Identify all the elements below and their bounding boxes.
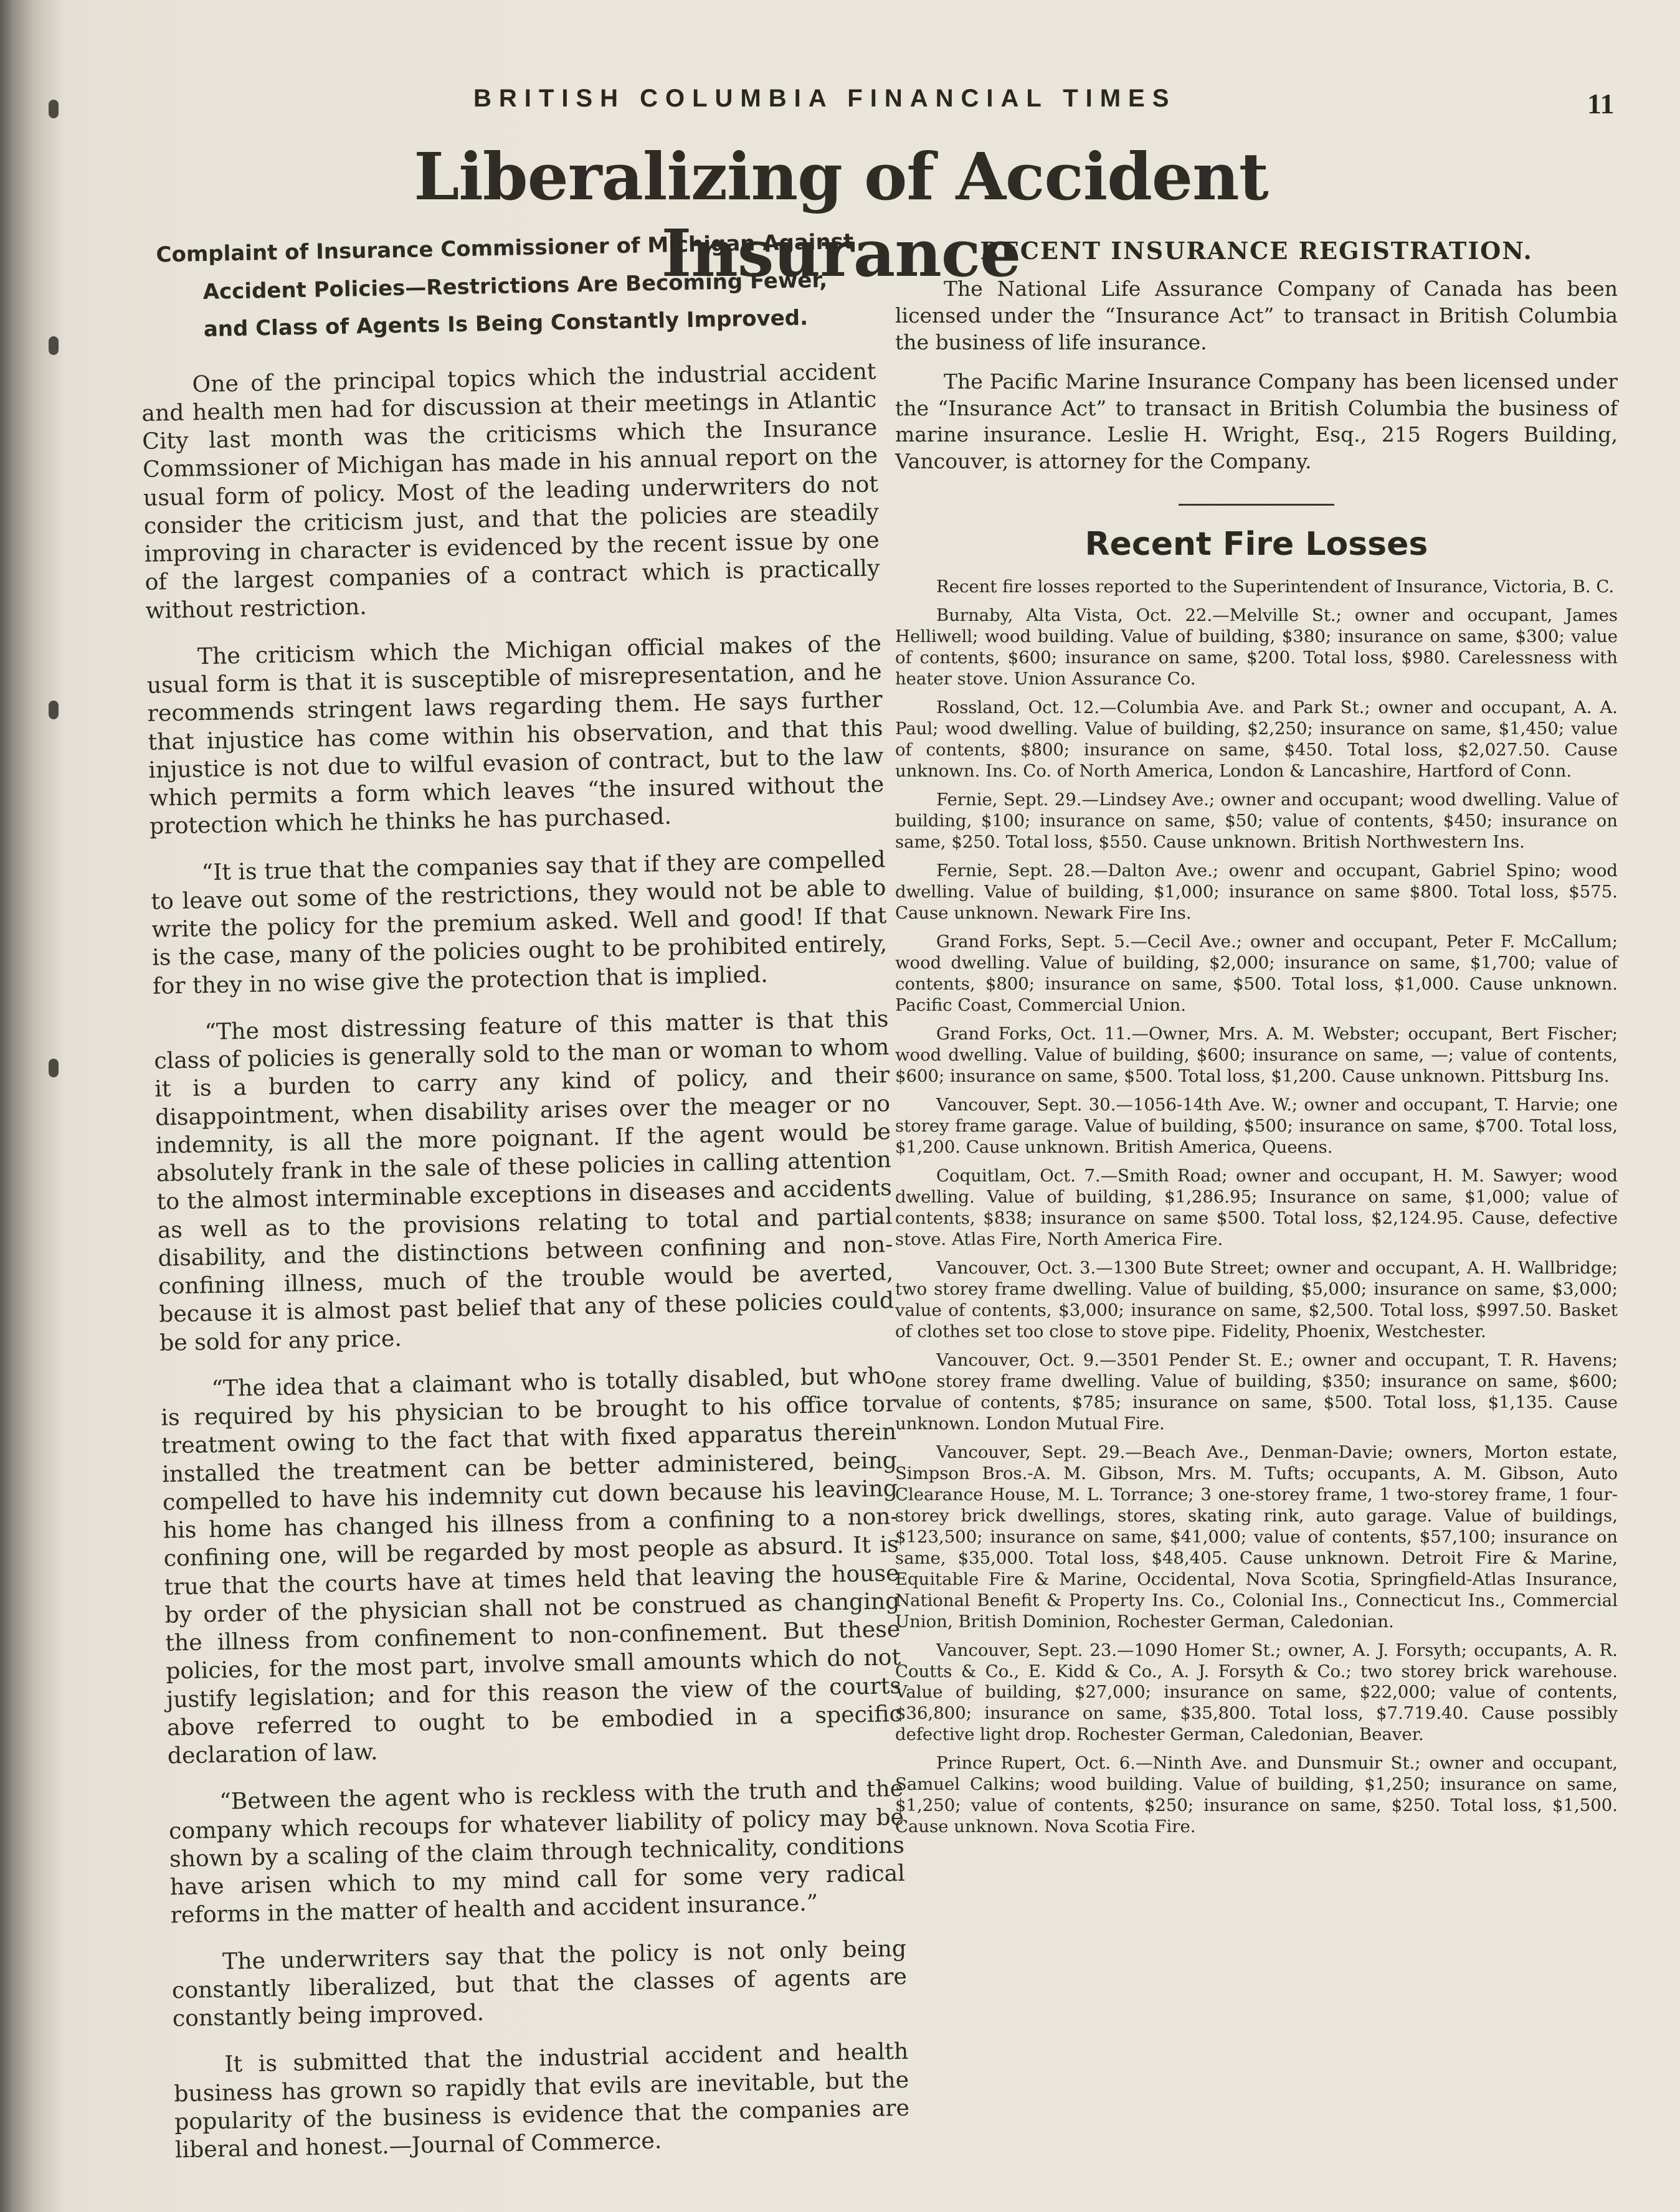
fire-loss-entry: Coquitlam, Oct. 7.—Smith Road; owner and occupant, H. M. Sawyer; wood dwelling. Value of building, $1,286.95; Insurance on same, $1,000; value of contents, $838; insurance on same $500. Total loss, $2,124.95. Cause, defective stove. Atlas Fire, North America Fire.: [895, 1165, 1618, 1249]
deck-line: Complaint of Insurance Commissioner of Michigan Against: [156, 229, 854, 268]
registration-paragraph: The National Life Assurance Company of Canada has been licensed under the “Insurance Act” to transact in British Columbia the business of life insurance.: [895, 276, 1618, 354]
fire-loss-entry: Prince Rupert, Oct. 6.—Ninth Ave. and Dunsmuir St.; owner and occupant, Samuel Calkins; wood building. Value of building, $1,250; insurance on same, $1,250; value of contents, $250; insurance on same, $250. Total loss, $1,500. Cause unknown. Nova Scotia Fire.: [895, 1753, 1618, 1837]
article-paragraph: “The idea that a claimant who is totally disabled, but who is required by his physician to be brought to his office tor treatment owing to the fact that with fixed apparatus therein installed the treatment can be better administered, being compelled to have his indemnity cut down because his leaving his home has changed his illness from a confining to a non-confining one, will be regarded by most people as absurd. It is true that the courts have at times held that leaving the house by order of the physician shall not be construed as changing the illness from confinement to non-confinement. But these policies, for the most part, involve small amounts which do not justify legislation; and for this reason the view of the courts above referred to ought to be embodied in a specific declaration of law.: [160, 1361, 903, 1769]
fire-loss-entry: Rossland, Oct. 12.—Columbia Ave. and Park St.; owner and occupant, A. A. Paul; wood dwelling. Value of building, $2,250; insurance on same, $1,450; value of contents, $800; insurance on same, $450. Total loss, $2,027.50. Cause unknown. Ins. Co. of North America, London & Lancashire, Hartford of Conn.: [895, 697, 1618, 782]
article-paragraph: “The most distressing feature of this matter is that this class of policies is generally sold to the man or woman to whom it is a burden to carry any kind of policy, and their disappointment, when disability arises over the meager or no indemnity, is all the more poignant. If the agent would be absolutely frank in the sale of these policies in calling attention to the almost interminable exceptions in diseases and accidents as well as to the provisions relating to total and partial disability, and the distinctions between confining and non-confining illness, much of the trouble would be averted, because it is almost past belief that any of these policies could be sold for any price.: [153, 1004, 895, 1356]
fire-losses-heading: Recent Fire Losses: [1084, 526, 1428, 564]
fire-loss-entry: Fernie, Sept. 28.—Dalton Ave.; owenr and occupant, Gabriel Spino; wood dwelling. Value of building, $1,000; insurance on same $800. Total loss, $575. Cause unknown. Newark Fire Ins.: [895, 861, 1618, 924]
binding-mark: [49, 701, 59, 719]
fire-loss-entry: Vancouver, Oct. 9.—3501 Pender St. E.; owner and occupant, T. R. Havens; one storey frame dwelling. Value of building, $350; insurance on same, $600; value of contents, $785; insurance on same, $500. Total loss, $1,135. Cause unknown. London Mutual Fire.: [895, 1349, 1618, 1434]
fire-loss-entry: Grand Forks, Oct. 11.—Owner, Mrs. A. M. Webster; occupant, Bert Fischer; wood dwelling. Value of building, $600; insurance on same, —; value of contents, $600; insurance on same, $500. Total loss, $1,200. Cause unknown. Pittsburg Ins.: [895, 1023, 1618, 1086]
fire-loss-entry: Fernie, Sept. 29.—Lindsey Ave.; owner and occupant; wood dwelling. Value of building, $100; insurance on same, $50; value of contents, $450; insurance on same, $250. Total loss, $550. Cause unknown. British Northwestern Ins.: [895, 790, 1618, 853]
fire-loss-entry: Vancouver, Oct. 3.—1300 Bute Street; owner and occupant, A. H. Wallbridge; two storey frame dwelling. Value of building, $5,000; insurance on same, $3,000; value of contents, $3,000; insurance on same, $2,500. Total loss, $997.50. Basket of clothes set too close to stove pipe. Fidelity, Phoenix, Westchester.: [895, 1257, 1618, 1341]
fire-loss-entry: Burnaby, Alta Vista, Oct. 22.—Melville St.; owner and occupant, James Helliwell; wood building. Value of building, $380; insurance on same, $300; value of contents, $600; insurance on same, $200. Total loss, $980. Carelessness with heater stove. Union Assurance Co.: [895, 605, 1618, 689]
article-paragraph: The criticism which the Michigan official makes of the usual form is that it is susceptible of misrepresentation, and he recommends stringent laws regarding them. He says further that injustice has come within his observation, and that this injustice is not due to wilful evasion of contract, but to the law which permits a form which leaves “the insured without the protection which he thinks he has purchased.: [146, 630, 885, 840]
binding-mark: [49, 1059, 59, 1077]
fire-loss-entry: Vancouver, Sept. 30.—1056-14th Ave. W.; owner and occupant, T. Harvie; one storey frame garage. Value of building, $500; insurance on same, $700. Total loss, $1,200. Cause unknown. British America, Queens.: [895, 1094, 1618, 1157]
section-divider: [1179, 504, 1334, 506]
article-paragraph: “Between the agent who is reckless with the truth and the company which recoups for whatever liability of policy may be shown by a scaling of the claim through technicality, conditions have arisen which to my mind call for some very radical reforms in the matter of health and accident insurance.”: [168, 1775, 906, 1929]
article-deck: [138, 222, 875, 349]
fire-loss-entry: Vancouver, Sept. 23.—1090 Homer St.; owner, A. J. Forsyth; occupants, A. R. Coutts & Co., E. Kidd & Co., A. J. Forsyth & Co.; two storey brick warehouse. Value of building, $27,000; insurance on same, $22,000; value of contents, $36,800; insurance on same, $35,800. Total loss, $7.719.40. Cause possibly defective light drop. Rochester German, Caledonian, Beaver.: [895, 1640, 1618, 1745]
binding-mark: [49, 100, 59, 118]
fire-loss-intro: Recent fire losses reported to the Superintendent of Insurance, Victoria, B. C.: [936, 577, 1615, 597]
registration-heading: RECENT INSURANCE REGISTRATION.: [980, 237, 1533, 265]
article-paragraph: It is submitted that the industrial accident and health business has grown so rapidly that evils are inevitable, but the popularity of the business is evidence that the companies are liberal and honest.—Journal of Commerce.: [173, 2038, 910, 2163]
deck-line: Accident Policies—Restrictions Are Becoming Fewer,: [202, 267, 828, 305]
article-column: [138, 222, 911, 2182]
fire-loss-entry: Grand Forks, Sept. 5.—Cecil Ave.; owner and occupant, Peter F. McCallum; wood dwelling. Value of building, $2,000; insurance on same, $1,700; value of contents, $800; insurance on same, $500. Total loss, $1,000. Cause unknown. Pacific Coast, Commercial Union.: [895, 932, 1618, 1015]
registration-paragraph: The Pacific Marine Insurance Company has been licensed under the “Insurance Act” to transact in British Columbia the business of marine insurance. Leslie H. Wright, Esq., 215 Rogers Building, Vancouver, is attorney for the Company.: [895, 369, 1618, 474]
news-column: [895, 237, 1618, 1845]
binding-mark: [49, 336, 59, 355]
fire-losses-list: [895, 577, 1618, 1838]
article-paragraph: The underwriters say that the policy is not only being constantly liberalized, but that the classes of agents are constantly being improved.: [171, 1934, 908, 2032]
article-paragraph: One of the principal topics which the industrial accident and health men had for discussion at their meetings in Atlantic City last month was the criticisms which the Insurance Commssioner of Michigan has made in his annual report on the usual form of policy. Most of the leading underwriters do not consider the criticism just, and that the policies are steadily improving in character is evidenced by the recent issue by one of the largest companies of a contract which is practically without restriction.: [141, 357, 880, 624]
fire-loss-entry: Vancouver, Sept. 29.—Beach Ave., Denman-Davie; owners, Morton estate, Simpson Bros.-A. M. Gibson, Mrs. M. Tufts; occupants, A. M. Gibson, Auto Clearance House, M. L. Torrance; 3 one-storey frame, 1 two-storey frame, 1 four-storey brick dwellings, stores, skating rink, auto garage. Value of buildings, $123,500; insurance on same, $41,000; value of contents, $57,100; insurance on same, $35,000. Total loss, $48,405. Cause unknown. Detroit Fire & Marine, Equitable Fire & Marine, Occidental, Nova Scotia, Springfield-Atlas Insurance, National Benefit & Property Ins. Co., Colonial Ins., Connecticut Ins., Commercial Union, British Dominion, Rochester German, Caledonian.: [895, 1442, 1618, 1632]
deck-line: and Class of Agents Is Being Constantly Improved.: [203, 305, 809, 343]
article-headline: Liberalizing of Accident Insurance: [414, 138, 1268, 291]
page-number: 11: [1587, 88, 1615, 120]
running-head: BRITISH COLUMBIA FINANCIAL TIMES: [473, 85, 1177, 112]
article-paragraph: “It is true that the companies say that if they are compelled to leave out some of the restrictions, they would not be able to write the policy for the premium asked. Well and good! If that is the case, many of the policies ought to be prohibited entirely, for they in no wise give the protection that is implied.: [151, 845, 888, 1000]
